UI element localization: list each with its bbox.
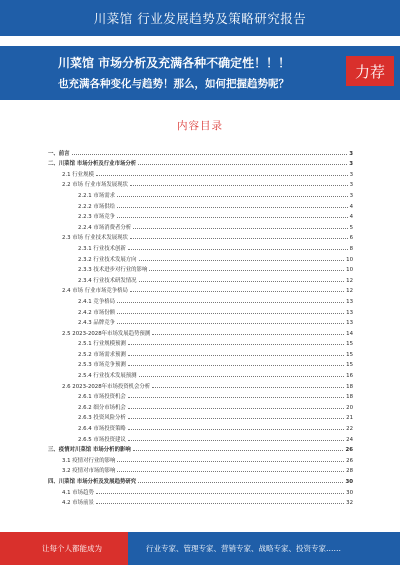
toc-entry-page: 26 (345, 447, 353, 454)
toc-entry-page: 12 (346, 288, 353, 295)
footer-roles: 行业专家、管理专家、营销专家、战略专家、投资专家…… (146, 544, 341, 553)
toc-entry-label: 3.2 疫情对市场的影响 (62, 468, 116, 475)
toc-leader-dots (117, 217, 348, 218)
banner-subline: 也充满各种变化与趋势！那么，如何把握趋势呢？ (58, 78, 289, 90)
toc-entry-label: 2.6.1 市场投资机会 (78, 394, 126, 401)
toc-entry-label: 2.3 市场 行业技术发展现状 (62, 235, 128, 242)
toc-leader-dots (139, 260, 345, 261)
toc-entry[interactable] (48, 294, 353, 305)
toc-entry[interactable] (48, 284, 353, 295)
toc-entry-page: 6 (349, 235, 353, 242)
toc-entry-page: 32 (346, 500, 353, 507)
toc-title: 内容目录 (177, 120, 223, 132)
toc-leader-dots (117, 196, 348, 197)
report-header-bar (0, 0, 400, 36)
toc-entry-label: 二、川菜馆 市场分析及行业市场分析 (48, 161, 137, 168)
toc-entry[interactable] (48, 390, 353, 401)
toc-entry-label: 2.5.4 行业技术发展预测 (78, 373, 137, 380)
toc-entry-label: 2.4.2 市场份额 (78, 309, 115, 316)
toc-leader-dots (152, 334, 344, 335)
toc-leader-dots (128, 408, 344, 409)
toc-entry[interactable] (48, 411, 353, 422)
toc-leader-dots (72, 154, 348, 155)
toc-entry-label: 2.6.2 细分市场机会 (78, 404, 126, 411)
toc-leader-dots (133, 450, 344, 451)
toc-leader-dots (96, 493, 344, 494)
toc-leader-dots (96, 503, 344, 504)
toc-entry[interactable] (48, 146, 353, 157)
report-title: 川菜馆 行业发展趋势及策略研究报告 (93, 11, 307, 26)
promo-banner (0, 46, 400, 100)
toc-entry-label: 三、疫情对川菜馆 市场分析的影响 (48, 447, 131, 454)
toc-entry-label: 2.5.3 市场竞争预测 (78, 362, 126, 369)
toc-entry-page: 8 (349, 245, 353, 252)
toc-entry-label: 2.2.4 市场消费者分析 (78, 224, 132, 231)
toc-entry[interactable] (48, 432, 353, 443)
toc-entry-page: 3 (349, 150, 353, 157)
toc-entry-page: 30 (346, 489, 353, 496)
toc-entry-label: 2.2.1 市场需求 (78, 192, 115, 199)
toc-entry[interactable] (48, 358, 353, 369)
toc-entry-page: 15 (346, 351, 353, 358)
toc-entry-page: 18 (346, 383, 353, 390)
toc-leader-dots (117, 471, 344, 472)
toc-entry-page: 18 (346, 394, 353, 401)
toc-entry[interactable] (48, 443, 353, 454)
toc-entry-label: 2.6.5 市场投资建议 (78, 436, 126, 443)
toc-entry[interactable] (48, 305, 353, 316)
toc-leader-dots (128, 249, 348, 250)
toc-entry-label: 3.1 疫情对行业的影响 (62, 457, 116, 464)
toc-entry-page: 16 (346, 373, 353, 380)
toc-leader-dots (130, 291, 344, 292)
toc-entry-page: 13 (346, 298, 353, 305)
toc-leader-dots (117, 323, 344, 324)
toc-entry[interactable] (48, 347, 353, 358)
toc-entry-label: 2.3.2 行业技术发展方向 (78, 256, 137, 263)
toc-entry-label: 2.6 2023-2028年市场投资机会分析 (62, 383, 151, 390)
toc-leader-dots (149, 270, 344, 271)
toc-entry[interactable] (48, 188, 353, 199)
toc-entry-page: 3 (349, 182, 353, 189)
toc-leader-dots (96, 175, 348, 176)
toc-leader-dots (128, 440, 344, 441)
toc-entry-label: 2.2.3 市场竞争 (78, 214, 115, 221)
toc-entry-label: 2.6.3 投资风险分析 (78, 415, 126, 422)
toc-entry-page: 21 (346, 415, 353, 422)
toc-entry[interactable] (48, 199, 353, 210)
toc-leader-dots (128, 418, 344, 419)
toc-entry[interactable] (48, 464, 353, 475)
toc-entry[interactable] (48, 220, 353, 231)
toc-leader-dots (130, 238, 348, 239)
toc-leader-dots (128, 397, 344, 398)
toc-entry[interactable] (48, 400, 353, 411)
toc-entry-label: 4.2 市场前景 (62, 500, 94, 507)
toc-entry-page: 3 (349, 161, 353, 168)
toc-entry[interactable] (48, 210, 353, 221)
toc-entry-page: 22 (346, 426, 353, 433)
toc-entry[interactable] (48, 368, 353, 379)
toc-leader-dots (117, 207, 348, 208)
toc-entry-label: 2.4.1 竞争格局 (78, 298, 115, 305)
toc-leader-dots (128, 365, 344, 366)
toc-entry-label: 2.6.4 市场投资策略 (78, 426, 126, 433)
toc-entry[interactable] (48, 485, 353, 496)
toc-leader-dots (117, 302, 344, 303)
toc-entry[interactable] (48, 178, 353, 189)
toc-leader-dots (117, 313, 344, 314)
toc-entry-page: 24 (346, 436, 353, 443)
toc-leader-dots (128, 344, 344, 345)
toc-entry[interactable] (48, 241, 353, 252)
toc-entry-page: 3 (349, 171, 353, 178)
toc-entry-label: 4.1 市场趋势 (62, 489, 94, 496)
toc-entry-label: 2.2 市场 行业市场发展现状 (62, 182, 128, 189)
toc-entry-label: 2.3.1 行业技术创新 (78, 245, 126, 252)
toc-entry-page: 13 (346, 309, 353, 316)
toc-leader-dots (139, 281, 345, 282)
toc-entry[interactable] (48, 421, 353, 432)
toc-entry-label: 2.3.4 行业技术研发情况 (78, 277, 137, 284)
toc-entry[interactable] (48, 157, 353, 168)
toc-entry[interactable] (48, 326, 353, 337)
toc-leader-dots (117, 461, 344, 462)
toc-leader-dots (128, 355, 344, 356)
table-of-contents (48, 146, 353, 506)
toc-entry-page: 26 (346, 457, 353, 464)
toc-entry[interactable] (48, 379, 353, 390)
toc-entry-label: 2.5 2023-2028年市场发展趋势预测 (62, 330, 151, 337)
toc-entry-label: 2.5.1 行业规模预测 (78, 341, 126, 348)
toc-entry-page: 5 (349, 224, 353, 231)
toc-entry-page: 4 (349, 214, 353, 221)
toc-entry-page: 20 (346, 404, 353, 411)
toc-entry[interactable] (48, 167, 353, 178)
toc-entry[interactable] (48, 496, 353, 507)
toc-leader-dots (139, 376, 345, 377)
toc-entry-page: 3 (349, 192, 353, 199)
banner-headline: 川菜馆 市场分析及充满各种不确定性！！！ (58, 56, 291, 70)
toc-leader-dots (152, 387, 344, 388)
toc-entry-page: 10 (346, 256, 353, 263)
toc-entry-label: 四、川菜馆 市场分析及发展趋势研究 (48, 479, 137, 485)
toc-entry-page: 28 (346, 468, 353, 475)
toc-entry-label: 2.4.3 品牌竞争 (78, 320, 115, 327)
toc-entry-label: 2.1 行业规模 (62, 171, 94, 178)
toc-entry[interactable] (48, 316, 353, 327)
toc-leader-dots (138, 164, 347, 165)
toc-entry-page: 14 (346, 330, 353, 337)
toc-entry-page: 15 (346, 362, 353, 369)
toc-entry-page: 10 (346, 267, 353, 274)
toc-entry[interactable] (48, 231, 353, 242)
toc-leader-dots (128, 429, 344, 430)
footer-slogan: 让每个人都能成为 (42, 544, 102, 553)
toc-entry-page: 30 (345, 479, 353, 485)
toc-entry[interactable] (48, 263, 353, 274)
toc-entry-page: 15 (346, 341, 353, 348)
toc-leader-dots (133, 228, 347, 229)
toc-entry-label: 一、前言 (48, 150, 70, 157)
toc-entry[interactable] (48, 273, 353, 284)
toc-entry-page: 4 (349, 203, 353, 210)
toc-entry-label: 2.4 市场 行业市场竞争格局 (62, 288, 128, 295)
toc-entry[interactable] (48, 453, 353, 464)
footer-bar (0, 532, 400, 565)
toc-entry[interactable] (48, 474, 353, 485)
toc-entry[interactable] (48, 252, 353, 263)
toc-entry-label: 2.2.2 市场供给 (78, 203, 115, 210)
toc-entry-label: 2.3.3 技术进步对行业的影响 (78, 267, 148, 274)
recommend-badge: 力荐 (346, 56, 394, 86)
toc-entry-label: 2.5.2 市场需求预测 (78, 351, 126, 358)
toc-leader-dots (130, 185, 348, 186)
toc-entry-page: 13 (346, 320, 353, 327)
toc-leader-dots (138, 482, 343, 483)
toc-entry[interactable] (48, 337, 353, 348)
toc-entry-page: 12 (346, 277, 353, 284)
